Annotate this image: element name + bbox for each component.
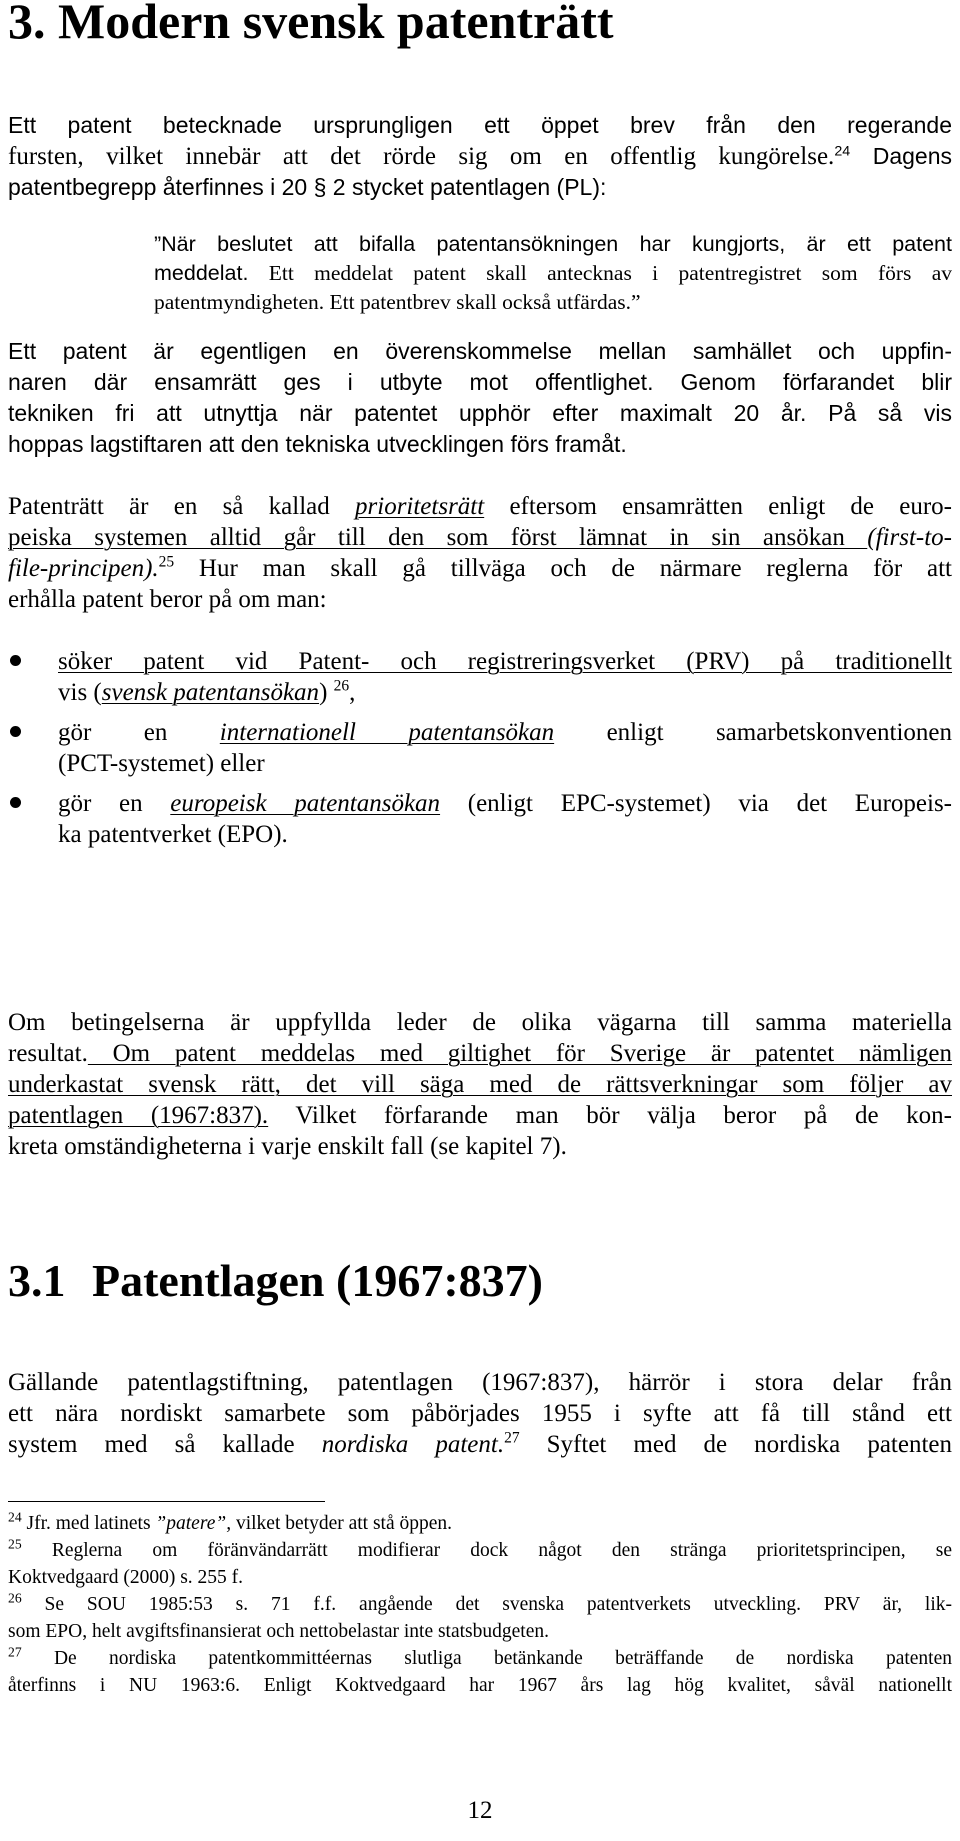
text-line: hoppas lagstiftaren att den tekniska utvecklingen förs framåt. [8,431,627,457]
footnote-ref-26[interactable]: 26 [333,677,350,695]
list-item [8,788,952,850]
section-heading [8,1255,543,1307]
footnote-26-cont: som EPO, helt avgiftsfinansierat och nettobelastar inte statsbudgeten. [8,1621,549,1642]
text-line: Ett patent betecknade ursprungligen ett öppet brev från den regerande [8,112,952,138]
text-line: gör en internationell patentansökan enligt samarbetskonventionen [58,719,952,746]
text-line: resultat. Om patent meddelas med giltighet för Sverige är patentet nämligen [8,1040,952,1067]
footnote-25: $^{25}$ Reglerna om föränvändarrätt modifierar dock något den stränga prioritetsprincipen, se [8,1536,952,1561]
quote-line: ”När beslutet att bifalla patentansökningen har kungjorts, är ett patent [154,232,952,256]
page-number: 12 [467,1797,493,1824]
text-line: erhålla patent beror på om man: [8,586,327,613]
footnote-24: $^{24}$ Jfr. med latinets ”patere”, vilket betyder att stå öppen. [8,1509,453,1534]
text-line: söker patent vid Patent- och registreringsverket (PRV) på traditionellt [58,648,952,675]
bullet-icon [10,797,21,808]
footnote-27-cont: återfinns i NU 1963:6. Enligt Koktvedgaard har 1967 års lag hög kvalitet, såväl nationellt [8,1675,952,1696]
paragraph-intro [8,110,952,203]
document-page [8,0,952,1841]
text-line: kreta omständigheterna i varje enskilt fall (se kapitel 7). [8,1133,567,1160]
text-line: tekniken fri att utnyttja när patentet upphör efter maximalt 20 år. På så vis [8,400,952,426]
block-quote [154,230,952,317]
footnote-divider [8,1501,325,1502]
quote-line: meddelat. Ett meddelat patent skall antecknas i patentregistret som förs av [154,261,952,285]
text-line: naren där ensamrätt ges i utbyte mot offentlighet. Genom förfarandet blir [8,369,952,395]
paragraph-priority [8,491,952,615]
paragraph-agreement [8,336,952,460]
text-line: patentlagen (1967:837). Vilket förfarande man bör välja beror på de kon- [8,1102,952,1129]
text-line: Ett patent är egentligen en överenskommelse mellan samhället och uppfin- [8,338,952,364]
footnote-ref-24[interactable]: 24 [834,143,851,160]
section-title: Patentlagen (1967:837) [92,1255,543,1306]
text-line: patentbegrepp återfinnes i 20 § 2 stycket patentlagen (PL): [8,174,607,200]
text-line: ka patentverket (EPO). [58,821,288,848]
text-line: peiska systemen alltid går till den som först lämnat in sin ansökan (first-to- [8,524,952,551]
text-line: Gällande patentlagstiftning, patentlagen (1967:837), härrör i stora delar från [8,1369,952,1396]
text-line: system med så kallade nordiska patent.$^{27}$ Syftet med de nordiska patenten [8,1429,952,1458]
text-line: Patenträtt är en så kallad prioritetsrätt eftersom ensamrätten enligt de euro- [8,493,952,520]
list-item [8,646,952,708]
footnote-27: $^{27}$ De nordiska patentkommittéernas slutliga betänkande beträffande de nordiska patenten [8,1644,952,1669]
text-line: gör en europeisk patentansökan (enligt EPC-systemet) via det Europeis- [58,790,953,817]
quote-line: patentmyndigheten. Ett patentbrev skall också utfärdas.” [154,290,641,314]
text-line: ett nära nordiskt samarbete som påbörjades 1955 i syfte att få till stånd ett [8,1400,952,1427]
footnote-ref-27[interactable]: 27 [504,1429,520,1447]
footnote-25-cont: Koktvedgaard (2000) s. 255 f. [8,1567,244,1588]
filing-options-list [8,646,952,859]
bullet-icon [10,655,21,666]
term-prioritetsratt: prioritetsrätt [355,493,485,520]
chapter-heading: 3. Modern svensk patenträtt [8,0,614,49]
paragraph-conditions [8,1007,952,1162]
text-line: vis (svensk patentansökan) $^{26}$, [58,677,356,706]
paragraph-legislation [8,1367,952,1460]
section-number: 3.1 [8,1255,66,1306]
footnote-ref-25[interactable]: 25 [158,553,175,571]
bullet-icon [10,726,21,737]
text-line: fursten, vilket innebär att det rörde sig om en offentlig kungörelse.$^{24}$ Dagens [8,143,953,170]
text-line: file-principen).$^{25}$ Hur man skall gå tillväga och de närmare reglerna för att [8,553,952,582]
text-line: Om betingelserna är uppfyllda leder de olika vägarna till samma materiella [8,1009,952,1036]
text-line: underkastat svensk rätt, det vill säga med de rättsverkningar som följer av [8,1071,952,1098]
list-item [8,717,952,779]
text-line: (PCT-systemet) eller [58,750,265,777]
footnote-26: $^{26}$ Se SOU 1985:53 s. 71 f.f. angående det svenska patentverkets utveckling. PRV är, lik- [8,1590,953,1615]
footnotes [8,1510,952,1699]
